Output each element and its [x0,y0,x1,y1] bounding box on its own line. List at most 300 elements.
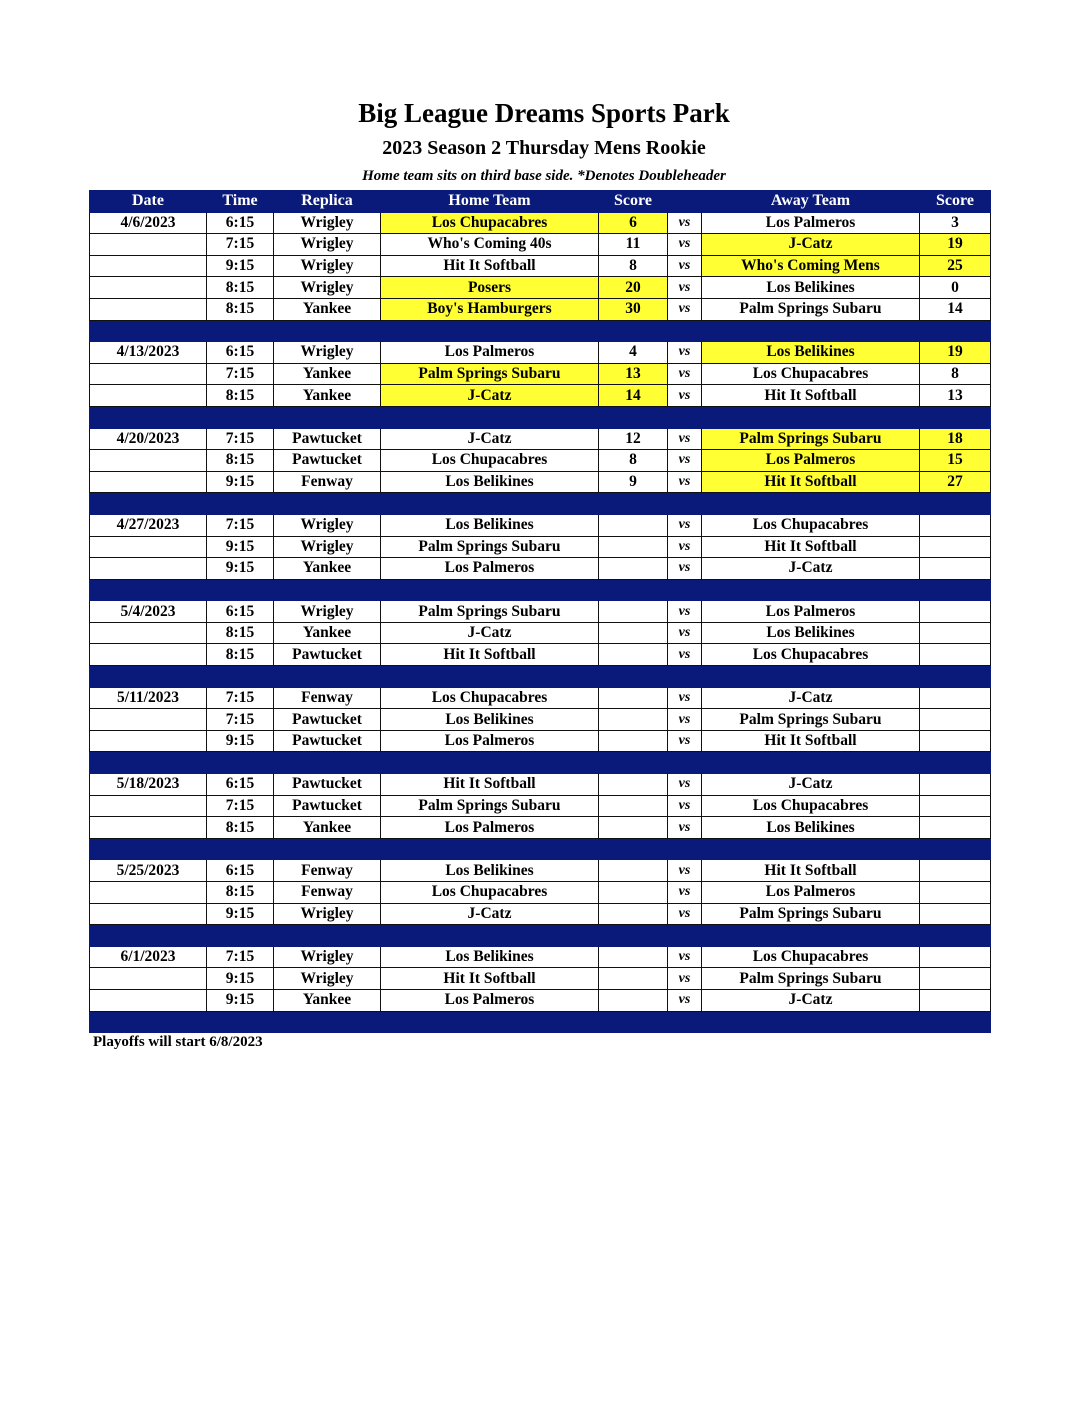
away-team: Los Belikines [702,622,920,644]
game-date [90,989,207,1011]
table-row [90,428,991,450]
away-team: J-Catz [702,234,920,256]
away-team: Palm Springs Subaru [702,968,920,990]
separator-cell [381,493,599,515]
separator-cell [274,493,381,515]
away-score: 15 [920,450,991,472]
separator-cell [207,493,274,515]
page-title: Big League Dreams Sports Park [358,98,730,128]
separator-cell [702,579,920,601]
away-score [920,882,991,904]
away-score [920,622,991,644]
game-time: 7:15 [207,795,274,817]
game-time: 9:15 [207,255,274,277]
col-home-score: Score [599,191,668,213]
game-date: 6/1/2023 [90,946,207,968]
separator-cell [90,1011,207,1033]
away-team: J-Catz [702,558,920,580]
separator-cell [599,838,668,860]
away-score: 18 [920,428,991,450]
vs-label: vs [668,730,702,752]
separator-cell [668,406,702,428]
separator-cell [599,752,668,774]
separator-cell [599,493,668,515]
game-field: Fenway [274,860,381,882]
home-team: Boy's Hamburgers [381,298,599,320]
table-row [90,212,991,234]
home-score [599,644,668,666]
home-score [599,774,668,796]
vs-label: vs [668,709,702,731]
home-team: Los Chupacabres [381,687,599,709]
game-field: Yankee [274,989,381,1011]
game-date [90,882,207,904]
separator-cell [920,838,991,860]
separator-cell [599,666,668,688]
vs-label: vs [668,428,702,450]
game-time: 8:15 [207,298,274,320]
away-team: Los Belikines [702,342,920,364]
table-row [90,989,991,1011]
away-team: Hit It Softball [702,730,920,752]
separator-cell [207,1011,274,1033]
game-date [90,795,207,817]
game-time: 7:15 [207,363,274,385]
vs-label: vs [668,536,702,558]
away-team: Los Chupacabres [702,644,920,666]
home-team: Palm Springs Subaru [381,363,599,385]
away-score [920,817,991,839]
away-team: Hit It Softball [702,860,920,882]
game-time: 8:15 [207,817,274,839]
game-date [90,709,207,731]
game-date [90,536,207,558]
home-score: 20 [599,277,668,299]
separator-cell [274,320,381,342]
game-field: Yankee [274,385,381,407]
separator-cell [90,579,207,601]
away-score: 3 [920,212,991,234]
game-field: Wrigley [274,514,381,536]
home-team: Hit It Softball [381,644,599,666]
home-team: Los Belikines [381,709,599,731]
game-time: 7:15 [207,687,274,709]
separator-cell [920,493,991,515]
away-team: Los Palmeros [702,882,920,904]
separator-cell [274,666,381,688]
away-score [920,558,991,580]
separator-cell [920,752,991,774]
separator-cell [702,320,920,342]
schedule-table [89,190,991,1033]
home-team: Palm Springs Subaru [381,536,599,558]
home-score: 8 [599,450,668,472]
game-field: Wrigley [274,234,381,256]
away-team: Palm Springs Subaru [702,709,920,731]
table-row [90,342,991,364]
separator-cell [207,406,274,428]
home-team: Hit It Softball [381,774,599,796]
away-score [920,774,991,796]
home-team: Who's Coming 40s [381,234,599,256]
game-time: 8:15 [207,882,274,904]
game-date [90,817,207,839]
separator-cell [90,752,207,774]
game-time: 6:15 [207,342,274,364]
vs-label: vs [668,385,702,407]
col-home-team: Home Team [381,191,599,213]
game-time: 9:15 [207,536,274,558]
separator-cell [668,320,702,342]
home-team: J-Catz [381,385,599,407]
away-team: J-Catz [702,687,920,709]
home-score [599,536,668,558]
home-team: Los Palmeros [381,730,599,752]
separator-cell [702,925,920,947]
separator-cell [668,752,702,774]
game-date [90,298,207,320]
game-field: Wrigley [274,342,381,364]
home-score: 11 [599,234,668,256]
home-team: Palm Springs Subaru [381,601,599,623]
table-row [90,385,991,407]
away-team: Los Palmeros [702,601,920,623]
separator-cell [381,1011,599,1033]
home-score: 8 [599,255,668,277]
separator-cell [599,320,668,342]
separator-cell [920,925,991,947]
separator-cell [668,666,702,688]
home-score [599,989,668,1011]
game-field: Pawtucket [274,709,381,731]
separator-cell [274,406,381,428]
home-score: 9 [599,471,668,493]
home-team: Hit It Softball [381,255,599,277]
table-row [90,644,991,666]
home-team: Los Palmeros [381,817,599,839]
game-date: 5/11/2023 [90,687,207,709]
separator-cell [702,666,920,688]
table-row [90,903,991,925]
game-date [90,558,207,580]
away-team: Los Belikines [702,817,920,839]
col-replica: Replica [274,191,381,213]
home-score [599,882,668,904]
vs-label: vs [668,687,702,709]
separator-cell [702,752,920,774]
separator-cell [381,320,599,342]
away-score: 14 [920,298,991,320]
home-score [599,622,668,644]
away-team: Los Palmeros [702,212,920,234]
game-date: 5/4/2023 [90,601,207,623]
home-team: Palm Springs Subaru [381,795,599,817]
away-score [920,989,991,1011]
game-time: 7:15 [207,946,274,968]
home-score [599,860,668,882]
table-row [90,860,991,882]
week-separator [90,579,991,601]
table-row [90,687,991,709]
week-separator [90,406,991,428]
game-field: Yankee [274,622,381,644]
vs-label: vs [668,644,702,666]
game-date [90,730,207,752]
game-time: 9:15 [207,730,274,752]
separator-cell [920,406,991,428]
separator-cell [274,838,381,860]
game-time: 7:15 [207,428,274,450]
week-separator [90,1011,991,1033]
separator-cell [702,838,920,860]
game-field: Wrigley [274,536,381,558]
separator-cell [207,838,274,860]
home-team: J-Catz [381,622,599,644]
away-team: Palm Springs Subaru [702,298,920,320]
away-score [920,644,991,666]
game-time: 9:15 [207,903,274,925]
playoffs-note: Playoffs will start 6/8/2023 [93,1034,263,1050]
header-row [90,191,991,213]
separator-cell [920,1011,991,1033]
game-field: Wrigley [274,277,381,299]
game-time: 8:15 [207,277,274,299]
separator-cell [207,666,274,688]
game-date [90,363,207,385]
game-time: 6:15 [207,601,274,623]
table-row [90,946,991,968]
week-separator [90,752,991,774]
vs-label: vs [668,212,702,234]
table-row [90,709,991,731]
game-field: Yankee [274,298,381,320]
game-field: Pawtucket [274,795,381,817]
separator-cell [920,320,991,342]
vs-label: vs [668,342,702,364]
separator-cell [381,752,599,774]
vs-label: vs [668,903,702,925]
game-field: Wrigley [274,946,381,968]
separator-cell [90,925,207,947]
table-row [90,601,991,623]
separator-cell [668,579,702,601]
separator-cell [702,1011,920,1033]
game-time: 6:15 [207,774,274,796]
game-field: Wrigley [274,212,381,234]
home-score: 30 [599,298,668,320]
col-away-team: Away Team [702,191,920,213]
away-score [920,709,991,731]
table-row [90,730,991,752]
home-score [599,601,668,623]
away-score: 8 [920,363,991,385]
away-score: 19 [920,234,991,256]
away-team: Hit It Softball [702,536,920,558]
separator-cell [599,925,668,947]
game-time: 9:15 [207,471,274,493]
away-team: Palm Springs Subaru [702,903,920,925]
table-row [90,882,991,904]
game-time: 8:15 [207,622,274,644]
home-team: Los Palmeros [381,989,599,1011]
home-score [599,687,668,709]
away-score [920,903,991,925]
game-field: Fenway [274,882,381,904]
table-row [90,514,991,536]
vs-label: vs [668,514,702,536]
home-score: 4 [599,342,668,364]
away-score: 0 [920,277,991,299]
vs-label: vs [668,946,702,968]
away-team: J-Catz [702,989,920,1011]
away-score: 13 [920,385,991,407]
table-row [90,536,991,558]
vs-label: vs [668,989,702,1011]
col-away-score: Score [920,191,991,213]
home-score [599,730,668,752]
away-team: Hit It Softball [702,471,920,493]
away-team: Los Chupacabres [702,946,920,968]
col-time: Time [207,191,274,213]
game-time: 6:15 [207,860,274,882]
week-separator [90,493,991,515]
home-score [599,968,668,990]
separator-cell [668,838,702,860]
table-row [90,363,991,385]
vs-label: vs [668,277,702,299]
game-date [90,234,207,256]
table-row [90,774,991,796]
table-row [90,817,991,839]
away-score [920,514,991,536]
game-date [90,968,207,990]
game-field: Pawtucket [274,730,381,752]
table-row [90,558,991,580]
separator-cell [274,1011,381,1033]
away-score [920,536,991,558]
away-team: Los Chupacabres [702,514,920,536]
game-date [90,255,207,277]
separator-cell [702,493,920,515]
home-team: Posers [381,277,599,299]
game-date: 4/27/2023 [90,514,207,536]
home-team: Los Palmeros [381,342,599,364]
separator-cell [90,406,207,428]
game-field: Pawtucket [274,644,381,666]
home-score [599,795,668,817]
game-field: Pawtucket [274,428,381,450]
separator-cell [381,666,599,688]
game-time: 8:15 [207,450,274,472]
schedule-body [90,212,991,1033]
vs-label: vs [668,298,702,320]
home-team: Los Belikines [381,514,599,536]
separator-cell [599,406,668,428]
home-team: Los Belikines [381,860,599,882]
week-separator [90,666,991,688]
away-team: Los Chupacabres [702,795,920,817]
game-field: Wrigley [274,968,381,990]
vs-label: vs [668,795,702,817]
vs-label: vs [668,558,702,580]
separator-cell [90,320,207,342]
game-date [90,471,207,493]
separator-cell [207,579,274,601]
separator-cell [668,925,702,947]
game-field: Pawtucket [274,774,381,796]
away-score: 19 [920,342,991,364]
home-score [599,558,668,580]
away-score [920,730,991,752]
separator-cell [90,666,207,688]
table-row [90,255,991,277]
separator-cell [207,320,274,342]
home-team: Los Belikines [381,471,599,493]
away-score [920,601,991,623]
away-team: Who's Coming Mens [702,255,920,277]
game-time: 9:15 [207,968,274,990]
away-team: Hit It Softball [702,385,920,407]
home-score: 6 [599,212,668,234]
game-field: Yankee [274,558,381,580]
vs-label: vs [668,234,702,256]
home-team: Hit It Softball [381,968,599,990]
vs-label: vs [668,882,702,904]
table-row [90,234,991,256]
table-row [90,450,991,472]
home-team: Los Palmeros [381,558,599,580]
away-score [920,795,991,817]
week-separator [90,925,991,947]
home-team: J-Catz [381,903,599,925]
page-subtitle: 2023 Season 2 Thursday Mens Rookie [382,137,706,159]
separator-cell [599,579,668,601]
week-separator [90,838,991,860]
table-row [90,298,991,320]
separator-cell [274,579,381,601]
home-team: Los Belikines [381,946,599,968]
vs-label: vs [668,255,702,277]
col-vs [668,191,702,213]
away-score: 27 [920,471,991,493]
game-date [90,903,207,925]
game-date: 4/13/2023 [90,342,207,364]
table-row [90,471,991,493]
home-team: Los Chupacabres [381,212,599,234]
home-score [599,817,668,839]
away-score [920,946,991,968]
game-date: 5/18/2023 [90,774,207,796]
home-score [599,903,668,925]
home-team: Los Chupacabres [381,450,599,472]
game-time: 7:15 [207,234,274,256]
game-time: 9:15 [207,989,274,1011]
game-date [90,385,207,407]
game-field: Wrigley [274,903,381,925]
game-date [90,450,207,472]
home-score [599,709,668,731]
away-team: J-Catz [702,774,920,796]
away-score [920,687,991,709]
table-row [90,968,991,990]
separator-cell [668,1011,702,1033]
vs-label: vs [668,968,702,990]
game-field: Fenway [274,471,381,493]
game-field: Fenway [274,687,381,709]
home-score: 14 [599,385,668,407]
home-score: 12 [599,428,668,450]
game-field: Wrigley [274,255,381,277]
